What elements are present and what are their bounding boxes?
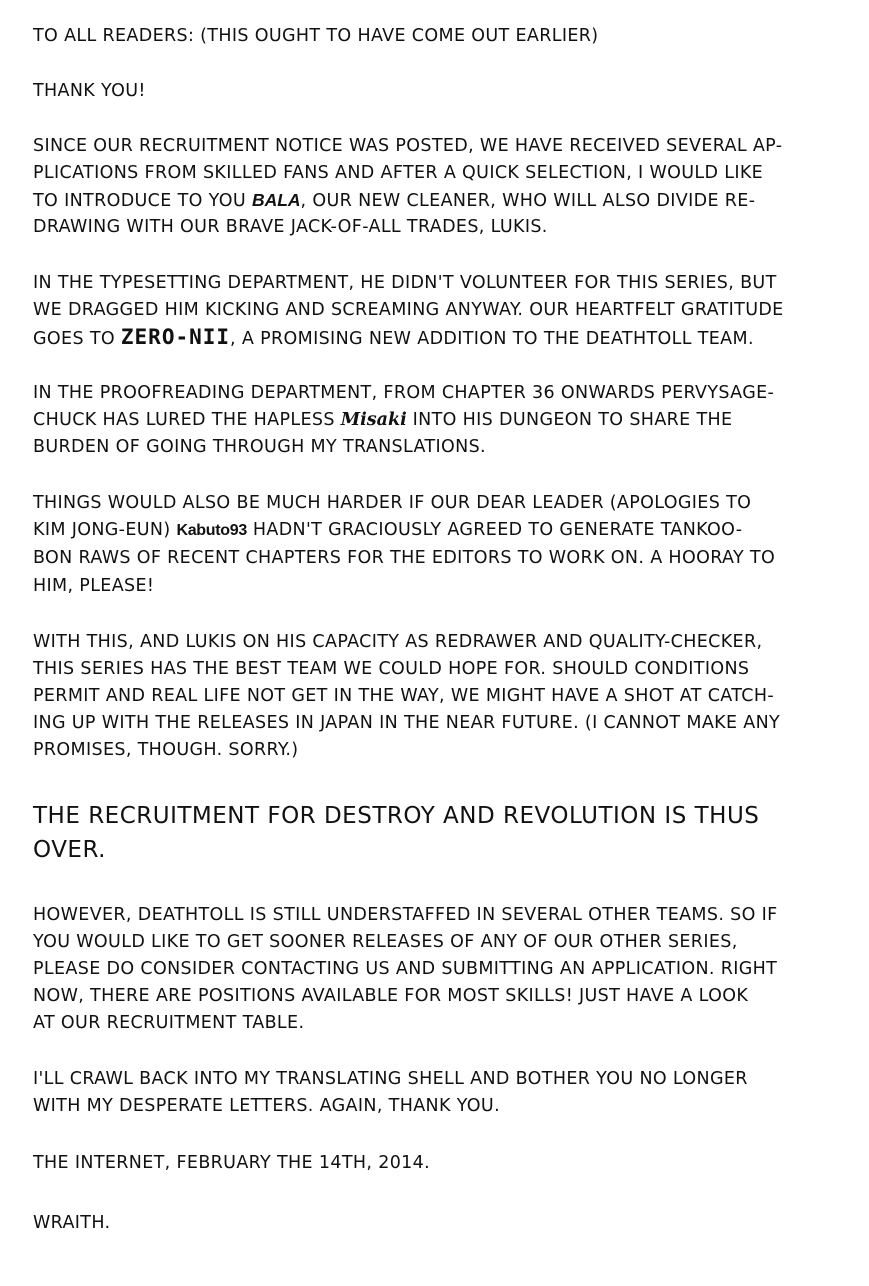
paragraph-understaffed-line-3: PLEASE DO CONSIDER CONTACTING US AND SUBMITTING AN APPLICATION. RIGHT bbox=[33, 959, 778, 979]
paragraph-team-line-4: ING UP WITH THE RELEASES IN JAPAN IN THE NEAR FUTURE. (I CANNOT MAKE ANY bbox=[33, 713, 781, 733]
paragraph-recruitment-line-1: SINCE OUR RECRUITMENT NOTICE WAS POSTED, WE HAVE RECEIVED SEVERAL AP- bbox=[33, 136, 783, 156]
paragraph-leader-line-3: BON RAWS OF RECENT CHAPTERS FOR THE EDITORS TO WORK ON. A HOORAY TO bbox=[33, 548, 776, 568]
paragraph-proofreading-line-2 bbox=[33, 409, 732, 431]
paragraph-leader-line-2 bbox=[33, 519, 742, 542]
paragraph-closing-line-1: I'LL CRAWL BACK INTO MY TRANSLATING SHELL AND BOTHER YOU NO LONGER bbox=[33, 1069, 748, 1089]
paragraph-recruitment-line-4: DRAWING WITH OUR BRAVE JACK-OF-ALL TRADES, LUKIS. bbox=[33, 217, 548, 237]
paragraph-understaffed-line-4: NOW, THERE ARE POSITIONS AVAILABLE FOR MOST SKILLS! JUST HAVE A LOOK bbox=[33, 986, 749, 1006]
thank-you-line: THANK YOU! bbox=[33, 81, 146, 101]
paragraph-recruitment-line-3 bbox=[33, 189, 755, 212]
paragraph-team-line-2: THIS SERIES HAS THE BEST TEAM WE COULD HOPE FOR. SHOULD CONDITIONS bbox=[33, 659, 750, 679]
text-segment: GOES TO bbox=[33, 329, 121, 349]
paragraph-leader-line-4: HIM, PLEASE! bbox=[33, 576, 155, 596]
dateline: THE INTERNET, FEBRUARY THE 14TH, 2014. bbox=[33, 1153, 431, 1173]
name-bala: BALA bbox=[251, 190, 301, 210]
text-segment: , A PROMISING NEW ADDITION TO THE DEATHTOLL TEAM. bbox=[230, 329, 754, 349]
paragraph-closing-line-2: WITH MY DESPERATE LETTERS. AGAIN, THANK YOU. bbox=[33, 1096, 500, 1116]
text-segment: KIM JONG-EUN) bbox=[33, 520, 177, 540]
text-segment: , OUR NEW CLEANER, WHO WILL ALSO DIVIDE RE- bbox=[300, 191, 756, 211]
text-segment: CHUCK HAS LURED THE HAPLESS bbox=[33, 410, 341, 430]
paragraph-team-line-3: PERMIT AND REAL LIFE NOT GET IN THE WAY, WE MIGHT HAVE A SHOT AT CATCH- bbox=[33, 686, 775, 706]
paragraph-understaffed-line-2: YOU WOULD LIKE TO GET SOONER RELEASES OF ANY OF OUR OTHER SERIES, bbox=[33, 932, 738, 952]
paragraph-leader-line-1: THINGS WOULD ALSO BE MUCH HARDER IF OUR DEAR LEADER (APOLOGIES TO bbox=[33, 493, 752, 513]
paragraph-typesetting-line-2: WE DRAGGED HIM KICKING AND SCREAMING ANYWAY. OUR HEARTFELT GRATITUDE bbox=[33, 300, 784, 320]
name-misaki: Misaki bbox=[340, 410, 407, 430]
headline-line-2: OVER. bbox=[33, 837, 106, 863]
paragraph-team-line-5: PROMISES, THOUGH. SORRY.) bbox=[33, 740, 299, 760]
headline-line-1: THE RECRUITMENT FOR DESTROY AND REVOLUTION IS THUS bbox=[33, 803, 760, 829]
paragraph-proofreading-line-3: BURDEN OF GOING THROUGH MY TRANSLATIONS. bbox=[33, 437, 486, 457]
paragraph-proofreading-line-1: IN THE PROOFREADING DEPARTMENT, FROM CHAPTER 36 ONWARDS PERVYSAGE- bbox=[33, 383, 775, 403]
paragraph-team-line-1: WITH THIS, AND LUKIS ON HIS CAPACITY AS REDRAWER AND QUALITY-CHECKER, bbox=[33, 632, 763, 652]
paragraph-understaffed-line-1: HOWEVER, DEATHTOLL IS STILL UNDERSTAFFED IN SEVERAL OTHER TEAMS. SO IF bbox=[33, 905, 778, 925]
name-zero-nii: ZERO-NII bbox=[120, 325, 231, 349]
name-kabuto93: Kabuto93 bbox=[176, 522, 247, 539]
paragraph-typesetting-line-3 bbox=[33, 326, 754, 350]
text-segment: TO INTRODUCE TO YOU bbox=[33, 191, 252, 211]
paragraph-recruitment-line-2: PLICATIONS FROM SKILLED FANS AND AFTER A QUICK SELECTION, I WOULD LIKE bbox=[33, 163, 764, 183]
greeting-line: TO ALL READERS: (THIS OUGHT TO HAVE COME OUT EARLIER) bbox=[33, 26, 599, 46]
text-segment: HADN'T GRACIOUSLY AGREED TO GENERATE TANKOO- bbox=[246, 520, 743, 540]
text-segment: INTO HIS DUNGEON TO SHARE THE bbox=[406, 410, 733, 430]
paragraph-typesetting-line-1: IN THE TYPESETTING DEPARTMENT, HE DIDN'T VOLUNTEER FOR THIS SERIES, BUT bbox=[33, 273, 777, 293]
paragraph-understaffed-line-5: AT OUR RECRUITMENT TABLE. bbox=[33, 1013, 305, 1033]
signature: WRAITH. bbox=[33, 1213, 111, 1233]
